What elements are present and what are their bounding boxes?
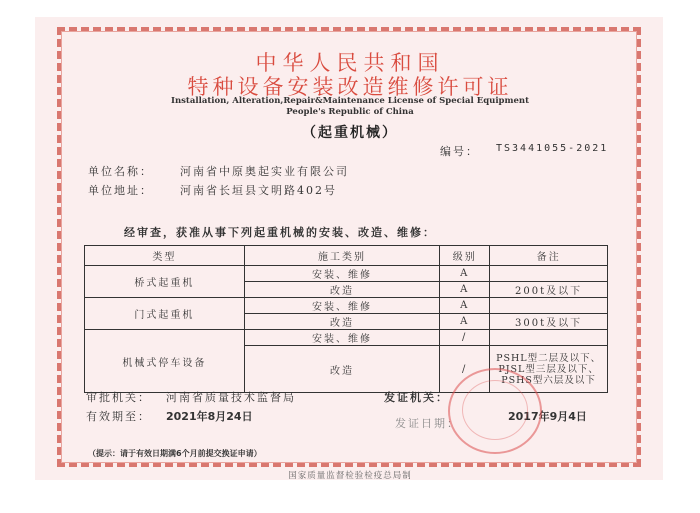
english-country: People's Republic of China [286,107,414,117]
category-cell: 改造 [244,314,440,330]
table-row [85,330,608,346]
approval-statement: 经审查，获准从事下列起重机械的安装、改造、维修： [124,226,436,239]
valid-until-label: 有效期至： [86,410,151,423]
approval-authority-label: 审批机关： [86,391,151,404]
header-category: 施工类别 [244,246,440,266]
company-name-value: 河南省中原奥起实业有限公司 [180,165,349,178]
category-cell: 安装、维修 [244,330,440,346]
license-number-value: TS3441055-2021 [496,143,609,154]
approval-authority-value: 河南省质量技术监督局 [166,391,296,404]
table-header-row [85,246,608,266]
type-cell: 机械式停车设备 [85,330,245,393]
company-name-label: 单位名称： [88,165,153,178]
company-address-value: 河南省长垣县文明路402号 [180,184,337,197]
table-row [85,266,608,282]
level-cell: A [440,266,490,282]
type-cell: 门式起重机 [85,298,245,330]
scope-table [84,245,608,393]
english-title: Installation, Alteration,Repair&Maintenance License of Special Equipment [170,96,530,106]
category-cell: 改造 [244,346,440,393]
company-address-label: 单位地址： [88,184,153,197]
official-seal-inner-ring [462,380,528,440]
type-cell: 桥式起重机 [85,266,245,298]
note-cell [490,330,608,346]
level-cell: / [440,330,490,346]
table-row [85,298,608,314]
category-cell: 改造 [244,282,440,298]
category-cell: 安装、维修 [244,298,440,314]
issuing-authority-label: 发证机关： [384,391,449,404]
valid-until-value: 2021年8月24日 [166,410,253,423]
level-cell: A [440,314,490,330]
header-level: 级别 [440,246,490,266]
header-type: 类型 [85,246,245,266]
note-cell: 200t及以下 [490,282,608,298]
renewal-hint: （提示：请于有效日期满6个月前提交换证申请） [88,449,262,458]
issue-date-label: 发证日期： [395,417,460,430]
level-cell: A [440,298,490,314]
note-cell [490,266,608,282]
note-cell: 300t及以下 [490,314,608,330]
level-cell: A [440,282,490,298]
subtitle-category: （起重机械） [302,125,398,141]
title-license: 特种设备安装改造维修许可证 [187,75,513,99]
category-cell: 安装、维修 [244,266,440,282]
printed-by: 国家质量监督检验检疫总局制 [288,471,412,481]
note-cell: PSHL型二层及以下、PJSL型三层及以下、PSHS型六层及以下 [490,346,608,393]
level-cell: / [440,346,490,393]
header-note: 备注 [490,246,608,266]
license-number-label: 编号： [440,145,479,158]
title-country: 中华人民共和国 [255,51,445,75]
issue-date-value: 2017年9月4日 [508,410,587,423]
note-cell [490,298,608,314]
